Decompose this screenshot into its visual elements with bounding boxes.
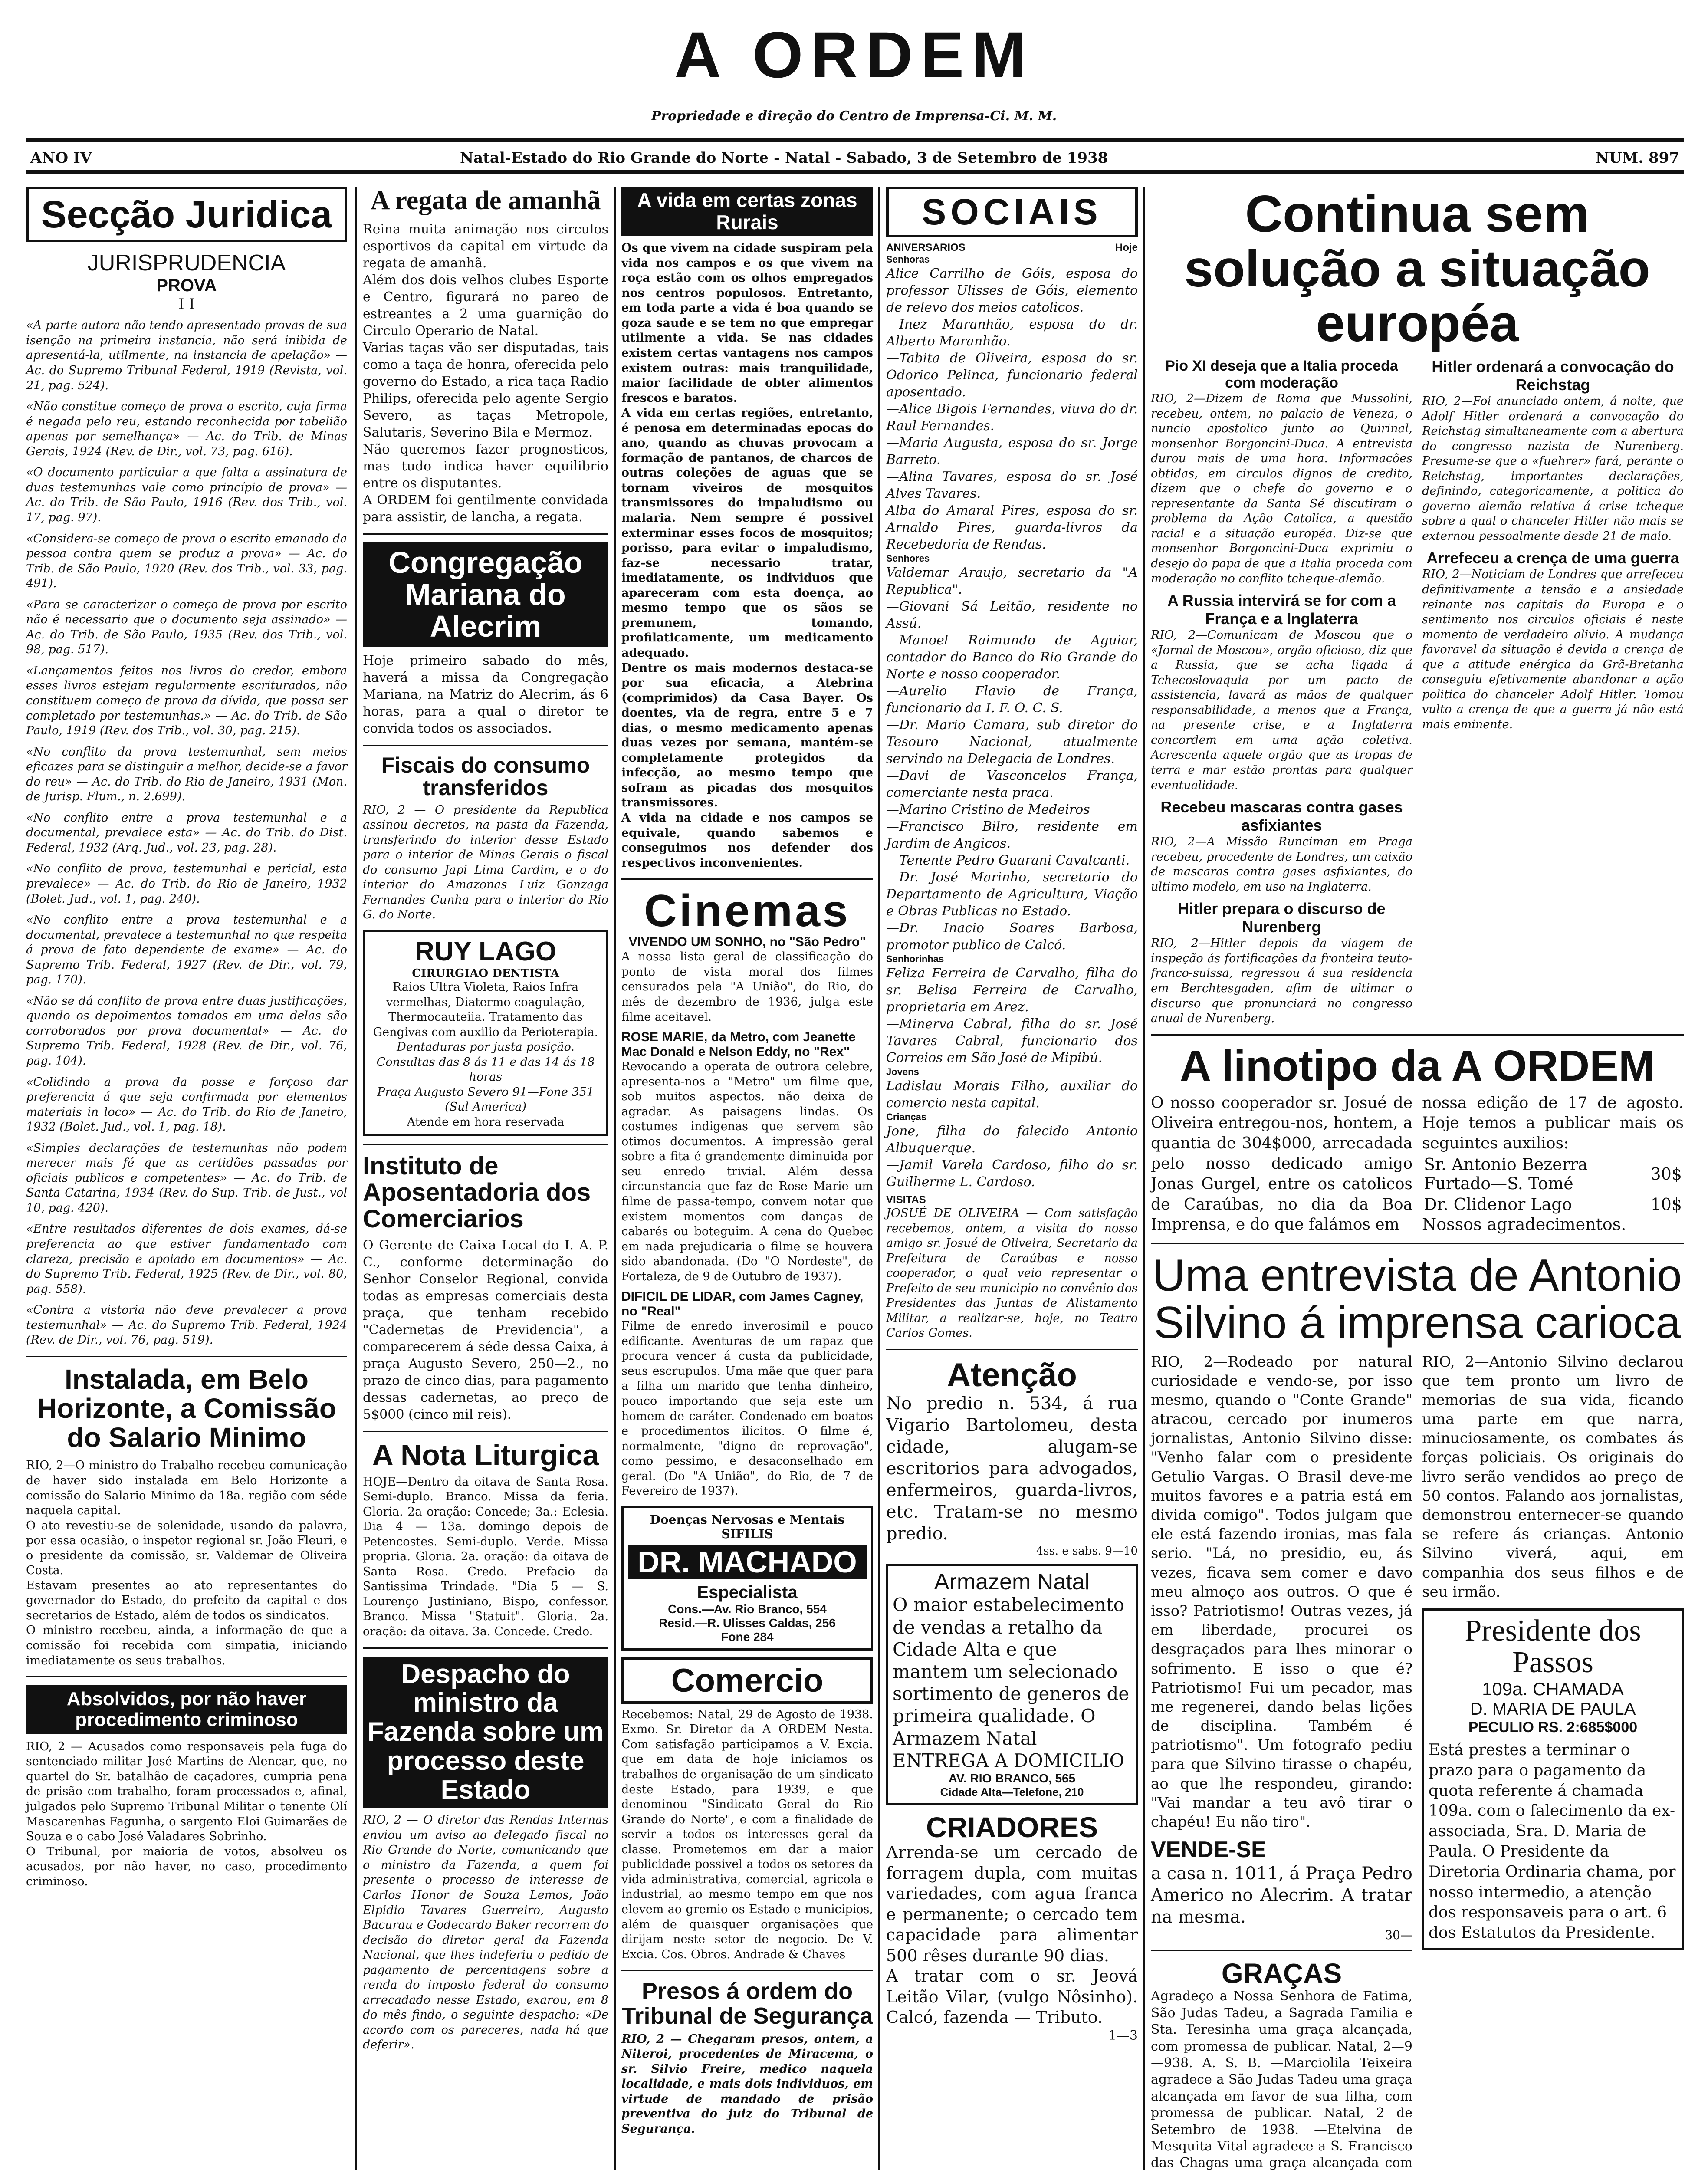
gracas-text: Agradeço a Nossa Senhora de Fatima, São Judas Tadeu, a Sagrada Familia e Sta. Teresinha uma graça alcançada, com promessa de publicar. Natal, 2—9—938. A. S. B. —Marciolila Teixeira agradece a São Judas Tadeu uma graça alcançada em favor de sua filha, com promessa de publicar. Natal, 2 de Setembro de 1938. —Etelvina de Mesquita Vital agradece a S. Francisco das Chagas uma graça alcançada com [1151, 1989, 1412, 2170]
social-item: —Aurelio Flavio de França, funcionario da I. F. O. C. S. [886, 684, 1138, 716]
regata-para: Não queremos fazer prognosticos, mas tudo indica haver equilibrio entre os disputantes. [363, 442, 608, 491]
instituto-headline: Instituto de Aposentadoria dos Comerciarios [363, 1152, 591, 1233]
hitler-discurso-headline: Hitler prepara o discurso de Nurenberg [1178, 900, 1386, 936]
social-item: —Marino Cristino de Medeiros [886, 802, 1090, 817]
table-row [1422, 1154, 1684, 1194]
absolvidos-headline: Absolvidos, por não haver procedimento criminoso [26, 1685, 347, 1734]
social-item: —Tenente Pedro Guarani Cavalcanti. [886, 853, 1130, 868]
jurisprudence-para: «No conflito da prova testemunhal, sem meios eficazes para se distinguir a melhor, decide-se a favor do reu» — Ac. do Trib. do Rio de Janeiro, 1931 (Mon. de Jurisp. Flum., n. 2.699). [26, 745, 347, 804]
vida-rural-para: A vida na cidade e nos campos se equivale, quando sabemos e conseguimos nos defender dos respectivos inconvenientes. [621, 811, 873, 870]
rose-marie-heading: ROSE MARIE, da Metro, com Jeanette Mac Donald e Nelson Eddy, no "Rex" [621, 1030, 856, 1059]
machado-office: Cons.—Av. Rio Branco, 554 [668, 1602, 827, 1616]
social-item: —Tabita de Oliveira, esposa do sr. Odorico Pelinca, funcionario federal aposentado. [886, 351, 1138, 400]
presos-headline: Presos á ordem do Tribunal de Segurança [621, 1978, 873, 2029]
social-item: —Alice Bigois Fernandes, viuva do dr. Raul Fernandes. [886, 401, 1138, 434]
divider [363, 1431, 608, 1432]
liturgica-text: HOJE—Dentro da oitava de Santa Rosa. Semi-duplo. Branco. Missa da feria. Gloria. 2a oração: Concede; 3a.: Eclesia. Dia 4 — 13a. domingo depois de Petencostes. Semi-duplo. Verde. Missa propria. Gloria. 2a. oração: da oitava de Santa Rosa. Credo. Prefacio da Santissima Trindade. "Dia 5 — S. Lourenço Justiniano, Bispo, confessor. Branco. Missa "Statuit". Gloria. 2a. oração: da oitava. 3a. Concede. Credo. [363, 1475, 608, 1638]
regata-headline: A regata de amanhã [370, 186, 601, 215]
masthead-rule-top [26, 138, 1684, 142]
atencao-text: No predio n. 534, á rua Vigario Bartolomeu, desta cidade, alugam-se escritorios para advogados, enfermeiros, guarda-livros, etc. Tratam-se no mesmo predio. [886, 1393, 1138, 1544]
europa-right-column [1422, 358, 1684, 1026]
visitas-text: JOSUÉ DE OLIVEIRA — Com satisfação recebemos, ontem, a visita do nosso amigo sr. Josué de Oliveira, Secretario da Prefeitura de Caraúbas e nosso cooperador, o qual veio representar o Prefeito de seu municipio no convênio dos Presidentes das Juntas de Alistamento Militar, a realizar-se, hoje, no Teatro Carlos Gomes. [886, 1207, 1138, 1340]
social-item: —Dr. José Marinho, secretario do Departamento de Agricultura, Viação e Obras Publicas no Estado. [886, 870, 1138, 919]
vende-se-ref: 30— [1385, 1928, 1412, 1943]
instituto-text: O Gerente de Caixa Local do I. A. P. C., conforme determinação do Senhor Conselor Regional, convida todas as empresas comerciais desta praça, que tenham recebido "Cadernetas de Previdencia", a comparecerem á séde dessa Caixa, á praça Augusto Severo, 250—2., no prazo de cinco dias, para pagamento dessas cadernetas, ao preço de 5$000 (cinco mil reis). [363, 1238, 608, 1423]
rose-marie-text: Revocando a operata de outrora celebre, apresenta-nos a "Metro" um filme que, sob muitos aspectos, não deixa de agradar. As paisagens lindas. Os costumes indigenas que servem são otimos documentos. A impressão geral sobre a fita é grandemente diminuida por seu enredo trivial. Além dessa circunstancia que faz de Rose Marie um filme de passa-tempo, convem notar que existem momentos com danças de cabarés ou boteguim. A cena do Quebec em nada prejudicaria o filme se houvera sido abandonada. (Do "O Nordeste", de Fortaleza, de 9 de Outubro de 1937). [621, 1060, 873, 1283]
senhorinhas-label: Senhorinhas [886, 953, 944, 964]
fiscais-text: RIO, 2 — O presidente da Republica assinou decretos, na pasta da Fazenda, transferindo do interior desse Estado para o interior de Minas Gerais o fiscal do consumo Japi Lima Cardim, e o do interior do Amazonas Luiz Gonzaga Fernandes Cunha para o interior do Rio G. do Norte. [363, 803, 608, 922]
entrevista-text-2: RIO, 2—Antonio Silvino declarou que tem pronto um livro de memorias de sua vida, ficando uma parte em que narra, minuciosamente, os combates ás forças policiais. Os originais do livro serão vendidos ao preço de 50 contos. Falando aos jornalistas, demonstrou enternecer-se quando se refere ás crianças. Antonio Silvino viverá, aqui, em companhia dos seus filhos e de seu irmão. [1422, 1353, 1684, 1601]
cinemas-text: A nossa lista geral de classificação do ponto de vista moral dos filmes censurados pela "A União", do Rio, do mês de dezembro de 1936, julga este filme aceitavel. [621, 950, 873, 1024]
ruy-lago-role: CIRURGIAO DENTISTA [412, 967, 559, 980]
social-item: —Giovani Sá Leitão, residente no Assú. [886, 599, 1138, 631]
social-item: Alba do Amaral Pires, esposa do sr. Arnaldo Pires, guarda-livros da Recebedoria de Rendas. [886, 503, 1138, 552]
table-row [1422, 1194, 1684, 1215]
vende-se-label: VENDE-SE [1151, 1837, 1266, 1863]
divider [1151, 1034, 1684, 1036]
comercio-headline: Comercio [621, 1657, 873, 1704]
gracas-headline: GRAÇAS [1221, 1958, 1342, 1989]
salario-minimo-headline: Instalada, em Belo Horizonte, a Comissão do Salario Minimo [37, 1363, 336, 1453]
social-item: —Dr. Inacio Soares Barbosa, promotor publico de Calcó. [886, 921, 1138, 953]
jurisprudence-para: «Colidindo a prova da posse e forçoso dar preferencia á que seja confirmada por elementos materiais in loco» — Ac. do Trib. do Rio de Janeiro, 1932 (Bolet. Jud., vol. 1, pag. 18). [26, 1075, 347, 1134]
jurisprudence-para: «Lançamentos feitos nos livros do credor, embora esses livros estejam regularmente escriturados, não constituem começo de prova da dívida, que possa ser completado por testemunhas.» — Ac. do Trib. de São Paulo, 1919 (Rev. dos Trib., vol. 30, pag. 215). [26, 664, 347, 738]
passos-text: Está prestes a terminar o prazo para o pagamento da quota referente á chamada 109a. com o falecimento da ex-associada, Sra. D. Maria de Paula. O Presidente da Diretoria Ordinaria chama, por nosso intermedio, a atenção dos responsaveis para o art. 6 dos Estatutos da Presidente. [1429, 1741, 1676, 1942]
linotipo-headline: A linotipo da A ORDEM [1179, 1041, 1655, 1090]
europa-left-column [1151, 358, 1412, 1026]
section-juridica-title: Secção Juridica [26, 187, 347, 242]
newspaper-title: A ORDEM [674, 18, 1034, 91]
issue-date: Natal-Estado do Rio Grande do Norte - Natal - Sabado, 3 de Setembro de 1938 [460, 149, 1108, 167]
aniversarios-row [886, 242, 1138, 254]
hoje-label: Hoje [1115, 242, 1138, 253]
arrefeceu-headline: Arrefeceu a crença de uma guerra [1426, 549, 1679, 567]
atencao-tail: 4ss. e sabs. 9—10 [1036, 1544, 1138, 1558]
salario-minimo-para: O ato revestiu-se de solenidade, usando da palavra, por essa ocasião, o inspetor regional sr. João Fleuri, e o presidente da comissão, sr. Valdemar de Oliveira Costa. [26, 1519, 347, 1578]
despacho-headline: Despacho do ministro da Fazenda sobre um processo deste Estado [363, 1657, 608, 1809]
divider [26, 1676, 347, 1677]
criadores-text: Arrenda-se um cercado de forragem dupla, com muitas variedades, com agua franca e permanente; o cercado tem capacidade para alimentar 500 rêses durante 90 dias. [886, 1843, 1138, 1965]
column-rule [878, 187, 880, 2170]
auxilios-table [1422, 1154, 1684, 1215]
auxilio-value: 30$ [1650, 1164, 1682, 1184]
auxilios-thanks: Nossos agradecimentos. [1422, 1214, 1626, 1234]
divider [363, 533, 608, 535]
russia-headline: A Russia intervirá se for com a França e a Inglaterra [1167, 592, 1396, 628]
linotipo-text: O nosso cooperador sr. Josué de Oliveira entregou-nos, hontem, a quantia de 304$000, arrecadada pelo nosso dedicado amigo Jonas Gurgel, entre os catolicos de Caraúbas, no dia da Boa Imprensa, e do que falámos em [1151, 1094, 1412, 1234]
atencao-headline: Atenção [947, 1356, 1077, 1394]
divider [26, 1356, 347, 1357]
social-item: Feliza Ferreira de Carvalho, filha do sr. Belisa Ferreira de Carvalho, proprietaria em Arez. [886, 966, 1138, 1015]
aniversarios-label: ANIVERSARIOS [886, 242, 966, 253]
divider [1151, 1950, 1412, 1951]
salario-minimo-para: Estavam presentes ao ato representantes do governador do Estado, do prefeito da capital e dos secretarios de Estado, além de todos os sindicatos. [26, 1578, 347, 1622]
column-juridica [26, 187, 347, 1889]
jurisprudencia-heading: JURISPRUDENCIA [87, 250, 286, 276]
ruy-lago-line: Praça Augusto Severo 91—Fone 351 (Sul America) [377, 1085, 594, 1114]
visitas-label: VISITAS [886, 1194, 926, 1206]
dificil-text: Filme de enredo inverosimil e pouco edificante. Aventuras de um rapaz que procura vencer á custa da publicidade, seus escrupulos. Uma mãe que quer para a filha um marido que tenha dinheiro, pouco importando que seja este um homem de caráter. Condenado em boatos e procedimentos ilicitos. O filme é, normalmente, "digno de reprovação", como pessimo, e desaconselhado em geral. (Do "A União", do Rio, de 7 de Fevereiro de 1937). [621, 1319, 873, 1498]
social-item: —Jamil Varela Cardoso, filho do sr. Guilherme L. Cardoso. [886, 1157, 1138, 1190]
regata-para: Além dos dois velhos clubes Esporte e Centro, figurará no pareo de estreantes a 2 uma guarnição do Circulo Operario de Natal. [363, 273, 608, 339]
entrevista-body [1151, 1352, 1684, 2170]
cinemas-subheadline: VIVENDO UM SONHO, no "São Pedro" [628, 935, 866, 950]
fiscais-headline: Fiscais do consumo transferidos [381, 753, 590, 800]
divider [621, 878, 873, 880]
armazem-address: AV. RIO BRANCO, 565 [948, 1772, 1076, 1785]
ruy-lago-line: Atende em hora reservada [407, 1115, 565, 1129]
jurisprudence-para: «Simples declarações de testemunhas não podem merecer mais fé que as certidões passadas por oficiais publicos e competentes» — Ac. do Trib. de Santa Catarina, 1934 (Rev. do Sup. Trib. de Just., vol 10, pag. 420). [26, 1141, 347, 1215]
regata-para: Varias taças vão ser disputadas, tais como a taça de honra, oferecida pelo governo do Estado, a rica taça Radio Philips, oferecida pelo agente Sergio Severo, as taças Metropole, Salutaris, Severino Bila e Mermoz. [363, 340, 608, 441]
salario-minimo-para: O ministro recebeu, ainda, a informação de que a comissão foi recebida com simpatia, iniciando imediatamente os seus trabalhos. [26, 1624, 347, 1667]
criadores-ref: 1—3 [1108, 2028, 1138, 2043]
column-rule [1143, 187, 1145, 2170]
ruy-lago-line: Dentaduras por justa posição. Consultas das 8 ás 11 e das 14 ás 18 horas [376, 1040, 595, 1084]
social-item: Jone, filha do falecido Antonio Albuquerque. [886, 1124, 1138, 1156]
ruy-lago-name: RUY LAGO [414, 936, 557, 967]
jurisprudence-para: «Não se dá conflito de prova entre duas justificações, quando os depoimentos tomados em uma delas são corroborados por prova documental» — Ac. do Supremo Trib. Federal, 1928 (Rev. de Dir., vol. 76, pag. 104). [26, 994, 347, 1068]
pio-headline: Pio XI deseja que a Italia proceda com moderação [1165, 358, 1398, 391]
social-item: Ladislau Morais Filho, auxiliar do comercio nesta capital. [886, 1078, 1138, 1111]
hitler-discurso-text: RIO, 2—Hitler depois da viagem de inspeção ás fortificações da fronteira teuto-franco-suissa, regressou á sua residencia em Berchtesgaden, afim de ultimar o discurso que pronunciará no congresso anual de Nurenberg. [1151, 937, 1412, 1026]
roman-numeral: I I [178, 296, 195, 313]
linotipo-text-2: nossa edição de 17 de agosto. Hoje temos a publicar mais os seguintes auxilios: [1422, 1094, 1684, 1153]
hitler-reichstag-text: RIO, 2—Foi anunciado ontem, á noite, que Adolf Hitler ordenará a convocação do Reichstag simultaneamente com a abertura do congresso nazista de Nurenberg. Presume-se que o «fuehrer» fará, perante o Reichstag, importantes declarações, definindo, categoricamente, a politica do governo alemão relativa á crise tcheque sobre a qual o chanceler Hitler não mais se externou pessoalmente desde 21 de maio. [1422, 395, 1684, 543]
masthead-rule-bottom [26, 170, 1684, 174]
entrevista-headline: Uma entrevista de Antonio Silvino á imprensa carioca [1153, 1250, 1682, 1348]
divider [621, 1970, 873, 1971]
machado-residence: Resid.—R. Ulisses Caldas, 256 [659, 1616, 836, 1630]
armazem-ad [886, 1564, 1138, 1805]
despacho-text: RIO, 2 — O diretor das Rendas Internas enviou um aviso ao delegado fiscal no Rio Grande do Norte, comunicando que o ministro da Fazenda, a quem foi presente o processo de interesse de Carlos Honor de Souza Lemos, João Elpidio Tavares Guerreiro, Augusto Bacurau e Godecardo Baker recorrem do decisão do diretor geral da Fazenda Nacional, que lhes indeferiu o pedido de pagamento de percentagens sobre a renda do imposto federal do consumo arrecadado nesse Estado, exarou, em 8 do mês findo, o seguinte despacho: «De acordo com os pareceres, nada há que deferir». [363, 1813, 608, 2052]
social-item: —Maria Augusta, esposa do sr. Jorge Barreto. [886, 435, 1138, 467]
ruy-lago-ad [363, 930, 608, 1136]
jurisprudence-para: «Entre resultados diferentes de dois exames, dá-se preferencia ao que estiver fundamentado com clareza, precisão e apoiado em documentos» — Ac. do Supremo Trib. Federal, 1925 (Rev. de Dir., vol. 80, pag. 558). [26, 1222, 347, 1296]
jurisprudence-para: «O documento particular a que falta a assinatura de duas testemunhas vale como princípio de prova» — Ac. do Trib. de São Paulo, 1916 (Rev. dos Trib., vol. 17, pag. 97). [26, 466, 347, 524]
dateline-bar [26, 148, 1684, 168]
social-item: Valdemar Araujo, secretario da "A Republica". [886, 565, 1138, 597]
machado-phone: Fone 284 [721, 1630, 774, 1644]
congregacao-text: Hoje primeiro sabado do mês, haverá a missa da Congregação Mariana, na Matriz do Alecrim, ás 6 horas, para a qual o diretor te convida todos os associados. [363, 653, 608, 736]
jovens-label: Jovens [886, 1066, 919, 1077]
armazem-text: O maior estabelecimento de vendas a retalho da Cidade Alta e que mantem um selecionado sortimento de generos de primeira qualidade. O Armazem Natal ENTREGA A DOMICILIO [893, 1594, 1130, 1771]
passos-chamada: 109a. CHAMADA [1482, 1678, 1624, 1699]
machado-specialty: Especialista [697, 1582, 798, 1602]
regata-para: A ORDEM foi gentilmente convidada para assistir, de lancha, a regata. [363, 493, 608, 525]
armazem-headline: Armazem Natal [934, 1569, 1090, 1595]
passos-name: D. MARIA DE PAULA [1470, 1699, 1636, 1719]
passos-headline: Presidente dos Passos [1465, 1614, 1641, 1680]
prova-heading: PROVA [156, 276, 217, 296]
europa-news-grid [1151, 358, 1684, 1026]
senhoras-label: Senhoras [886, 254, 930, 265]
jurisprudence-para: «A parte autora não tendo apresentado provas de sua isenção na primeira instancia, não será inibida de apresentá-la, utilmente, na instancia de apelação» — Ac. do Supremo Tribunal Federal, 1919 (Revista, vol. 21, pag. 524). [26, 319, 347, 392]
vida-rural-para: Os que vivem na cidade suspiram pela vida nos campos e os que vivem na roça estão com os olhos empregados nos centros populosos. Entretanto, em toda parte a vida é boa quando se goza saude e se tem no que empregar utilmente a vida. Se nas cidades existem certas vantagens nos campos existem outras: mais tranquilidade, maior facilidade de obter alimentos frescos e baratos. [621, 241, 873, 405]
jurisprudence-para: «No conflito entre a prova testemunhal e a documental, prevalece a testemunhal no que respeita á prova de fato dependente de exame» — Ac. do Supremo Trib. Federal, 1927 (Rev. de Dir., vol. 79, pag. 170). [26, 913, 347, 987]
divider [363, 1647, 608, 1649]
jurisprudence-para: «Considera-se começo de prova o escrito emanado da pessoa contra quem se produz a prova» — Ac. do Trib. de São Paulo, 1920 (Rev. dos Trib., vol. 33, pag. 491). [26, 532, 347, 591]
vida-rural-headline: A vida em certas zonas Rurais [621, 187, 873, 236]
jurisprudence-para: «No conflito de prova, testemunhal e pericial, esta prevalece» — Ac. do Trib. do Rio de Janeiro, 1932 (Bolet. Jud., vol. 1, pag. 240). [26, 862, 347, 906]
auxilio-value: 10$ [1650, 1194, 1682, 1214]
auxilio-name: Sr. Antonio Bezerra Furtado—S. Tomé [1424, 1154, 1588, 1193]
criancas-label: Crianças [886, 1111, 926, 1122]
entrevista-left [1151, 1352, 1412, 2170]
cinemas-headline: Cinemas [644, 886, 851, 937]
passos-box [1422, 1608, 1684, 1950]
jurisprudence-para: «Para se caracterizar o começo de prova por escrito não é necessario que o documento seja assinado» — Ac. do Trib. de São Paulo, 1935 (Rev. dos Trib., vol. 98, pag. 517). [26, 598, 347, 657]
social-item: —Francisco Bilro, residente em Jardim de Angicos. [886, 819, 1138, 851]
absolvidos-para: O Tribunal, por maioria de votos, absolveu os acusados, por não haver, no caso, procedimento criminoso. [26, 1844, 347, 1888]
social-item: —Manoel Raimundo de Aguiar, contador do Banco do Rio Grande do Norte e nosso cooperador. [886, 633, 1138, 682]
dificil-heading: DIFICIL DE LIDAR, com James Cagney, no "Real" [621, 1289, 864, 1319]
machado-ad [621, 1506, 873, 1651]
senhores-label: Senhores [886, 553, 930, 564]
social-item: —Alina Tavares, esposa do sr. José Alves Tavares. [886, 469, 1138, 501]
social-item: —Davi de Vasconcelos França, comerciante nesta praça. [886, 768, 1138, 800]
column-sociais [886, 187, 1138, 2043]
column-europa [1151, 187, 1684, 2170]
salario-minimo-para: RIO, 2—O ministro do Trabalho recebeu comunicação de haver sido instalada em Belo Horizonte a comissão do Salario Minimo da 18a. região com séde naquela capital. [26, 1459, 347, 1518]
entrevista-right [1422, 1352, 1684, 2170]
pio-text: RIO, 2—Dizem de Roma que Mussolini, recebeu, ontem, no palacio de Veneza, o nuncio apostolico junto ao Quirinal, monsenhor Borgoncini-Duca. A entrevista durou mais de uma hora. Informações obtidas, em circulos dignos de credito, dizem que o chefe do governo e o representante da Santa Sé discutiram o problema da Ação Catolica, a questão racial e a situação européa. Diz-se que monsenhor Borgoncini-Duca exprimiu o desejo do papa de que a Italia proceda com moderação no conflito tcheque-alemão. [1151, 392, 1412, 585]
jurisprudence-para: «No conflito entre a prova testemunhal e a documental, prevalece esta» — Ac. do Trib. do Dist. Federal, 1932 (Arq. Jud., vol. 23, pag. 28). [26, 811, 347, 855]
auxilio-name: Dr. Clidenor Lago [1424, 1194, 1572, 1214]
machado-head: Doenças Nervosas e Mentais SIFILIS [650, 1512, 845, 1541]
column-rule [355, 187, 357, 2170]
passos-peculio: PECULIO RS. 2:685$000 [1468, 1719, 1638, 1736]
congregacao-headline: Congregação Mariana do Alecrim [363, 542, 608, 647]
column-vida-rural [621, 187, 873, 2137]
jurisprudence-para: «Não constitue começo de prova o escrito, cuja firma é negada pelo reu, estando reconhecida por tabelião apenas por semelhança» — Ac. do Trib. de Minas Gerais, 1924 (Rev. de Dir., vol. 73, pag. 616). [26, 400, 347, 458]
regata-para: Reina muita animação nos circulos esportivos da capital em virtude da regata de amanhã. [363, 222, 608, 271]
divider [886, 1349, 1138, 1350]
ruy-lago-line: Raios Ultra Violeta, Raios Infra vermelhas, Diatermo coagulação, Thermocauteiia. Tratamento das Gengivas com auxilio da Perioterapia. [373, 980, 598, 1039]
entrevista-text: RIO, 2—Rodeado por natural curiosidade e vendo-se, por isso mesmo, quando o "Conte Grande" atracou, cercado por inumeros jornalistas, Antonio Silvino disse: "Venho falar com o presidente Getulio Vargas. O Brasil deve-me muitos favores e a patria está em divida comigo". Todos julgam que ele está fazendo ironias, mas fala serio. "Lá, no presidio, eu, ás vezes, ficava sem comer e davo meu almoço aos outros. O que é isso? Patriotismo! Outras vezes, já em liberdade, procurei os desgraçados para lhes minorar o sofrimento. E isso o que é? Patriotismo! Fui um pecador, mas me regenerei, dando belas lições de disciplina. Também é patriotismo". Um fotografo pediu para que Silvino tirasse o chapéu, ao que lhe respondeu, girando: "Vai mandar a teu avô tirar o chapéu! Eu não tiro". [1151, 1353, 1412, 1831]
russia-text: RIO, 2—Comunicam de Moscou que o «Jornal de Moscou», orgão oficioso, diz que a Russia, que se acha ligada á Tchecoslovaquia por um pacto de assistencia, lavará as mãos de qualquer responsabilidade, a menos que a França, na presente crise, e a Inglaterra concordem em uma ação coletiva. Acrescenta aquele orgão que as tropas de terra e mar estão prontas para qualquer eventualidade. [1151, 628, 1412, 792]
divider [1151, 1243, 1684, 1244]
issue-year: ANO IV [30, 149, 92, 167]
criadores-headline: CRIADORES [926, 1811, 1098, 1844]
machado-name: DR. MACHADO [628, 1545, 867, 1579]
presos-text: RIO, 2 — Chegaram presos, ontem, a Niteroi, procedentes de Miracema, o sr. Silvio Freire, medico naquela localidade, e mais dois individuos, em virtude de mandado de prisão preventiva do juiz do Tribunal de Segurança. [621, 2032, 873, 2136]
sociais-headline: SOCIAIS [886, 187, 1138, 237]
gases-headline: Recebeu mascaras contra gases asfixiantes [1160, 798, 1403, 835]
divider [363, 745, 608, 746]
armazem-phone: Cidade Alta—Telefone, 210 [940, 1785, 1084, 1799]
comercio-text: Recebemos: Natal, 29 de Agosto de 1938. Exmo. Sr. Diretor da A ORDEM Nesta. Com satisfação participamos a V. Excia. que em data de hoje iniciamos os trabalhos de organisação de um sindicato deste Estado, para 1939, e que denominou "Sindicato Geral do Rio Grande do Norte", e com a finalidade de servir a todos os interesses geral da classe. Prometemos em dar a maior publicidade possivel a todos os setores da vida administrativa, comercial, agricola e industrial, ao mesmo tempo em que nos elevem ao gremio os Estado e municipios, além de quaisquer organisações que dirijam neste setor de negocio. De V. Excia. Cos. Obros. Andrade & Chaves [621, 1707, 873, 1961]
social-item: —Inez Maranhão, esposa do dr. Alberto Maranhão. [886, 317, 1138, 349]
liturgica-headline: A Nota Liturgica [372, 1439, 599, 1472]
vida-rural-para: Dentre os mais modernos destaca-se por sua eficacia, a Atebrina (comprimidos) da Casa Bayer. Os doentes, via de regra, entre 5 e 7 dias, o mesmo medicamento apenas duas vezes por semana, mantém-se completamente protegidos da infecção, ao mesmo tempo que sofram as picadas dos mosquitos transmissores. [621, 661, 873, 810]
column-regata [363, 187, 608, 2053]
issue-number: NUM. 897 [1595, 149, 1679, 167]
europa-headline: Continua sem solução a situação européa [1184, 185, 1650, 352]
criadores-contact: A tratar com o sr. Jeová Leitão Vilar, (vulgo Nôsinho). Calcó, fazenda — Tributo. [886, 1966, 1138, 2027]
hitler-reichstag-headline: Hitler ordenará a convocação do Reichstag [1432, 358, 1674, 394]
linotipo-aux [1422, 1093, 1684, 1236]
newspaper-subtitle: Propriedade e direção do Centro de Imprensa-Ci. M. M. [651, 108, 1057, 124]
gases-text: RIO, 2—A Missão Runciman em Praga recebeu, procedente de Londres, um caixão de mascaras contra gases asfixiantes, do ultimo modelo, em uso na Inglaterra. [1151, 835, 1412, 894]
vida-rural-para: A vida em certas regiões, entretanto, é penosa em determinadas epocas do ano, quando as chuvas provocam a formação de pantanos, de charcos de outras coleções de aguas que se tornam viveiros de mosquitos transmissores do impaludismo ou malaria. Nem sempre é possivel exterminar esses focos de mosquitos; porisso, para evitar o impaludismo, faz-se necessario tratar, imediatamente, os individuos que apareceram com esta doença, ao mesmo tempo que os sãos se premunem, tomando, profilaticamente, um medicamento adequado. [621, 406, 873, 660]
jurisprudence-para: «Contra a vistoria não deve prevalecer a prova testemunhal» — Ac. do Supremo Trib. Federal, 1924 (Rev. de Dir., vol. 76, pag. 519). [26, 1303, 347, 1347]
absolvidos-para: RIO, 2 — Acusados como responsaveis pela fuga do sentenciado militar José Martins de Alencar, que, no quartel do Sr. batalhão de caçadores, cumpria pena de prisão com trabalho, foram processados e, afinal, julgados pelo Supremo Tribunal Militar o tenente Olí Mascarenhas Fagunha, o sargento Eloi Guimarães de Souza e o cabo José Valadares Sobrinho. [26, 1739, 347, 1844]
column-rule [614, 187, 616, 2170]
arrefeceu-text: RIO, 2—Noticiam de Londres que arrefeceu definitivamente a tensão e a ansiedade reinante nas capitais da Europa e o sentimento nos circulos oficiais é neste momento de verdadeiro alivio. A mudança favoravel da situação é devida a crença de que a atitude enérgica da Grã-Bretanha conseguiu efetivamente abandonar a ação politica do chanceler Adolf Hitler. Tomou vulto a crença de que a guerra já não está mais eminente. [1422, 568, 1684, 731]
vende-se-text: a casa n. 1011, á Praça Pedro Americo no Alecrim. A tratar na mesma. [1151, 1864, 1412, 1927]
divider [363, 1144, 608, 1145]
linotipo-body [1151, 1093, 1684, 1236]
social-item: Alice Carrilho de Góis, esposa do professor Ulisses de Góis, elemento de relevo dos meios catolicos. [886, 266, 1138, 315]
social-item: —Minerva Cabral, filha do sr. José Tavares Cabral, funcionario dos Correios em São José de Mipibú. [886, 1016, 1138, 1065]
social-item: —Dr. Mario Camara, sub diretor do Tesouro Nacional, atualmente servindo na Delegacia de Londres. [886, 717, 1138, 766]
